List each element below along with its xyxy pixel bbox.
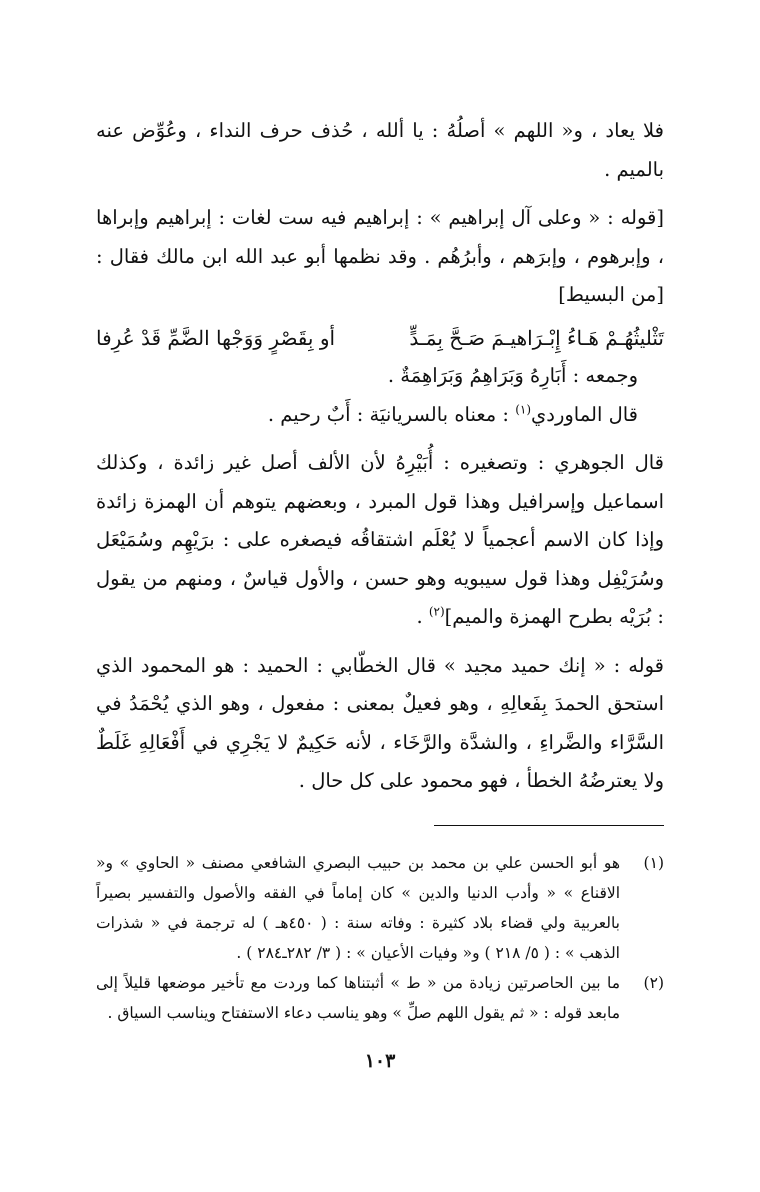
footnote-ref-1[interactable]: (١) xyxy=(515,402,532,416)
footnote-text: هو أبو الحسن علي بن محمد بن حبيب البصري الشافعي مصنف « الحاوي » و« الاقناع » « وأدب الدنيا والدين » كان إماماً في الفقه والأصول والتفسير بصيراً بالعربية ولي قضاء بلاد كثيرة : وفاته سنة : ( ٤٥٠هـ ) له ترجمة في « شذرات الذهب » : ( ٥/ ٢١٨ ) و« وفيات الأعيان » : ( ٣/ ٢٨٢ـ٢٨٤ ) . xyxy=(96,853,620,962)
paragraph-allahumma: فلا يعاد ، و« اللهم » أصلُهُ : يا ألله ، حُذف حرف النداء ، وعُوِّض عنه بالميم . xyxy=(96,119,664,181)
paragraph-ibrahim: [قوله : « وعلى آل إبراهيم » : إبراهيم فيه ست لغات : إبراهيم وإبراها ، وإبرهوم ، وإبرَهم ، وأبرُهُم . وقد نظمها أبو عبد الله ابن مالك فقال : [من البسيط] xyxy=(96,206,664,306)
paragraph-plural: وجمعه : أَبَارِهُ وَبَرَاهِمُ وَبَرَاهِمَةٌ . xyxy=(387,364,638,387)
paragraph-mawardi xyxy=(96,396,664,435)
footnote-2 xyxy=(96,968,664,1028)
footnote-1 xyxy=(96,848,664,968)
paragraph-hamid-majid: قوله : « إنك حميد مجيد » قال الخطّابي : الحميد : هو المحمود الذي استحق الحمدَ بِفَعالِهِ ، وهو فعيلٌ بمعنى : مفعول ، وهو الذي يُحْمَدُ في السَّرَّاء والضَّراءِ ، والشدَّة والرَّخَاء ، لأنه حَكِيمٌ لا يَجْرِي في أَفْعَالِهِ غَلَطٌ ولا يعترضُهُ الخطأ ، فهو محمود على كل حال . xyxy=(96,653,664,792)
jawhari-end: . xyxy=(416,605,429,628)
poetry-verse xyxy=(96,319,664,358)
jawhari-text: قال الجوهري : وتصغيره : أُبَيْرِهُ لأن الألف أصل غير زائدة ، وكذلك اسماعيل وإسرافيل وهذا قول المبرد ، وبعضهم يتوهم أن الهمزة زائدة وإذا كان الاسم أعجمياً لا يُعْلَم اشتقاقُه فيصغره على : برَيْهِم وسُمَيْعَل وسُرَيْفِل وهذا قول سيبويه وهو حسن ، والأول قياسٌ ، ومنهم من يقول : بُرَيْه بطرح الهمزة والميم] xyxy=(96,451,664,628)
mawardi-rest: : معناه بالسريانيَة : أَبٌ رحيم . xyxy=(267,402,516,426)
footnote-text: ما بين الحاصرتين زيادة من « ط » أثبتناها كما وردت مع تأخير موضعها قليلاً إلى مابعد قوله : « ثم يقول اللهم صلِّ » وهو يناسب دعاء الاستفتاح ويناسب السياق . xyxy=(96,973,620,1022)
main-text xyxy=(96,112,664,801)
verse-second-hemistich: أو بِقَصْرٍ وَوَجْها الضَّمِّ قَدْ عُرِفا xyxy=(96,325,336,350)
paragraph-jawhari xyxy=(96,444,664,637)
verse-first-hemistich: تَثْليثُهُـمْ هَـاءُ إِبْـرَاهيـمَ صَـحَّ بِمَـدٍّ xyxy=(409,325,664,350)
footnote-divider xyxy=(434,825,664,826)
footnote-number: (٢) xyxy=(643,973,664,992)
footnotes xyxy=(96,848,664,1028)
page-number: ١٠٣ xyxy=(364,1050,396,1072)
footnote-ref-2[interactable]: (٢) xyxy=(428,604,445,619)
footnote-number: (١) xyxy=(643,853,664,872)
mawardi-text: قال الماوردي xyxy=(531,402,638,426)
